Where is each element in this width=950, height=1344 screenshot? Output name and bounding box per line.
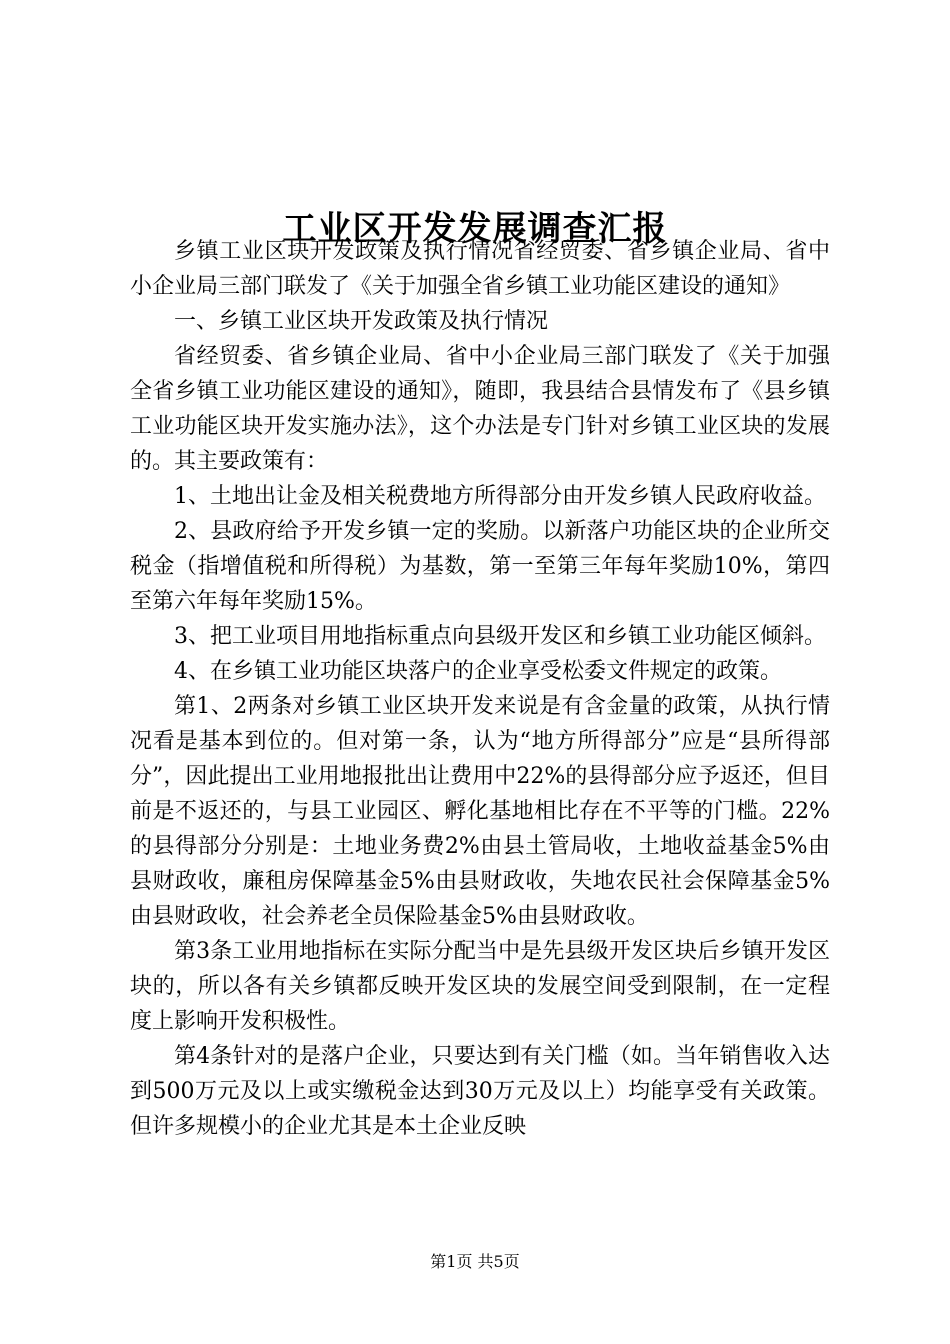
page-number-footer: 第1页 共5页 — [430, 1252, 520, 1271]
policy-item-4: 4、在乡镇工业功能区块落户的企业享受松委文件规定的政策。 — [174, 659, 782, 684]
policy-item-1: 1、土地出让金及相关税费地方所得部分由开发乡镇人民政府收益。 — [174, 484, 826, 509]
section-heading-1: 一、乡镇工业区块开发政策及执行情况 — [174, 309, 549, 334]
paragraph-analysis-3: 第3条工业用地指标在实际分配当中是先县级开发区块后乡镇开发区块的，所以各有关乡镇都反映开发区块的发展空间受到限制，在一定程度上影响开发积极性。 — [130, 939, 830, 1034]
document-body — [130, 234, 830, 1144]
paragraph-analysis-4: 第4条针对的是落户企业，只要达到有关门槛（如。当年销售收入达到500万元及以上或实缴税金达到30万元及以上）均能享受有关政策。但许多规模小的企业尤其是本土企业反映 — [130, 1044, 830, 1139]
paragraph-analysis-1-2: 第1、2两条对乡镇工业区块开发来说是有含金量的政策，从执行情况看是基本到位的。但对第一条，认为“地方所得部分”应是“县所得部分”，因此提出工业用地报批出让费用中22%的县得部分应予返还，但目前是不返还的，与县工业园区、孵化基地相比存在不平等的门槛。22%的县得部分分别是：土地业务费2%由县土管局收，土地收益基金5%由县财政收，廉租房保障基金5%由县财政收，失地农民社会保障基金5%由县财政收，社会养老全员保险基金5%由县财政收。 — [130, 694, 830, 929]
policy-item-2: 2、县政府给予开发乡镇一定的奖励。以新落户功能区块的企业所交税金（指增值税和所得税）为基数，第一至第三年每年奖励10%，第四至第六年每年奖励15%。 — [130, 519, 830, 614]
document-title: 工业区开发发展调查汇报 — [282, 208, 668, 249]
paragraph-intro: 乡镇工业区块开发政策及执行情况省经贸委、省乡镇企业局、省中小企业局三部门联发了《关于加强全省乡镇工业功能区建设的通知》 — [130, 239, 830, 299]
paragraph-policy-intro: 省经贸委、省乡镇企业局、省中小企业局三部门联发了《关于加强全省乡镇工业功能区建设的通知》，随即，我县结合县情发布了《县乡镇工业功能区块开发实施办法》，这个办法是专门针对乡镇工业区块的发展的。其主要政策有： — [130, 344, 830, 474]
policy-item-3: 3、把工业项目用地指标重点向县级开发区和乡镇工业功能区倾斜。 — [174, 624, 826, 649]
